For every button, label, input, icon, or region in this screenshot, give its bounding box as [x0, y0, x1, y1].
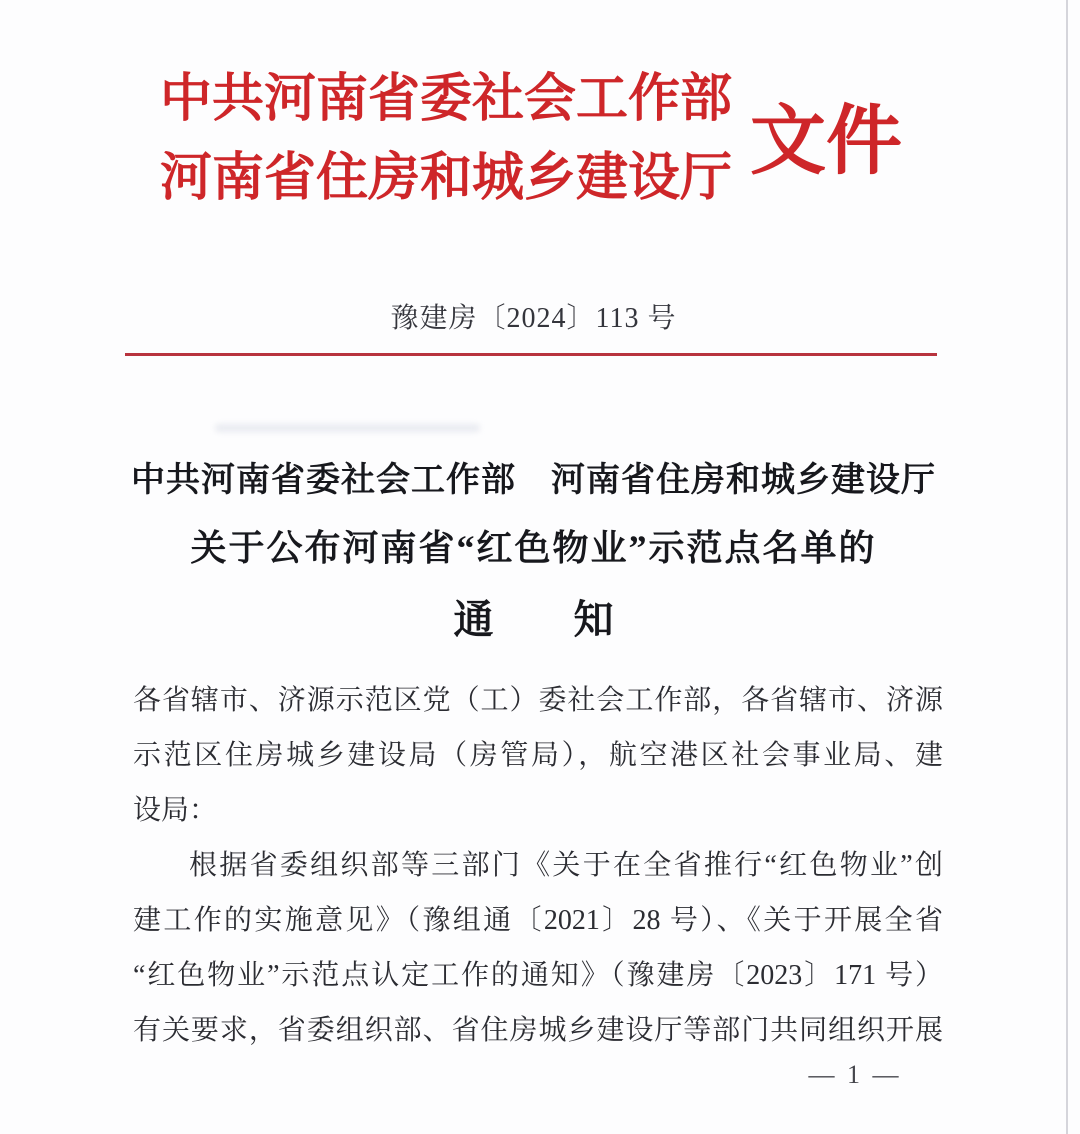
body-line: 有关要求，省委组织部、省住房城乡建设厅等部门共同组织开展: [133, 1015, 943, 1046]
title-line2: 关于公布河南省“红色物业”示范点名单的: [190, 528, 877, 568]
document-number: 豫建房〔2024〕113 号: [390, 303, 677, 334]
body-line: “红色物业”示范点认定工作的通知》（豫建房〔2023〕171 号）: [133, 960, 943, 991]
document-body: [133, 678, 943, 1063]
agency-name-line2: 河南省住房和城乡建设厅: [160, 150, 733, 207]
agency-names: [160, 60, 732, 218]
scan-smudge: [215, 424, 480, 432]
document-mark: 文件: [750, 100, 902, 184]
title-line3: 通 知: [453, 597, 614, 642]
page-number: — 1 —: [808, 1060, 902, 1089]
red-divider-line: [125, 353, 937, 356]
body-line: 各省辖市、济源示范区党（工）委社会工作部，各省辖市、济源: [133, 685, 943, 716]
title-line1: 中共河南省委社会工作部 河南省住房和城乡建设厅: [131, 462, 936, 499]
body-line: 根据省委组织部等三部门《关于在全省推行“红色物业”创: [189, 850, 943, 881]
letterhead: [0, 0, 1067, 260]
body-line: 建工作的实施意见》（豫组通〔2021〕28 号）、《关于开展全省: [133, 905, 943, 936]
body-line: 设局：: [133, 795, 218, 826]
body-line: 示范区住房城乡建设局（房管局），航空港区社会事业局、建: [133, 740, 943, 771]
agency-name-line1: 中共河南省委社会工作部: [160, 71, 733, 128]
